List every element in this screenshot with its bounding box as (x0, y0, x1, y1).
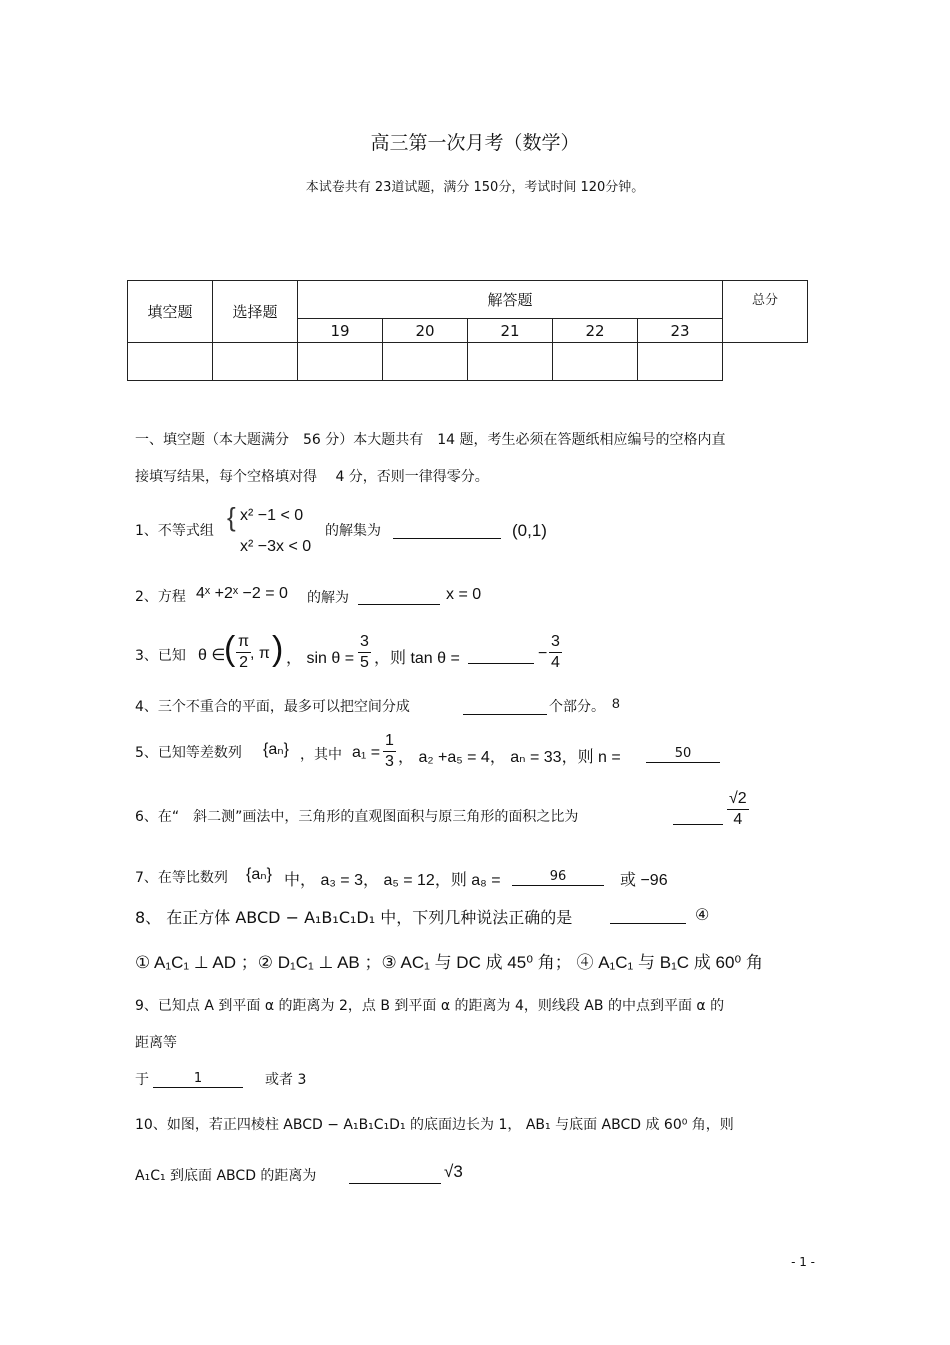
q6-prefix: 6、在“ 斜二测”画法中，三角形的直观图面积与原三角形的面积之比为 (135, 809, 579, 825)
q19-header: 19 (298, 319, 383, 343)
q3-blank (468, 647, 534, 664)
q7-alt-answer: 或 −96 (620, 872, 668, 889)
q4-prefix: 4、三个不重合的平面，最多可以把空间分成 (135, 699, 410, 715)
q6-answer (727, 791, 749, 828)
q8-prefix: 8、 在正方体 ABCD − A₁B₁C₁D₁ 中，下列几种说法正确的是 (135, 908, 573, 927)
score-cell (383, 343, 468, 381)
score-cell (638, 343, 723, 381)
q9-prefix: 于 (135, 1072, 149, 1088)
q7-conditions: 中， a₃ = 3， a₅ = 12，则 a₈ = (284, 872, 501, 889)
q3-sin-num: 3 (358, 634, 371, 653)
q3-sin-value (358, 634, 371, 671)
q3-sin-den: 5 (360, 654, 369, 671)
q5-prefix: 5、已知等差数列 (135, 745, 242, 761)
q1-blank (393, 522, 501, 539)
page-number: - 1 - (791, 1255, 815, 1269)
score-cell (213, 343, 298, 381)
q10-blank (349, 1167, 441, 1184)
q3-answer-sign: − (538, 645, 548, 662)
q22-header: 22 (553, 319, 638, 343)
q3-answer-num: 3 (549, 634, 562, 653)
q7-blank: 96 (512, 869, 604, 886)
q6-answer-num: √2 (727, 791, 749, 810)
q4-answer: 8 (612, 695, 620, 711)
q2-answer: x = 0 (446, 586, 482, 603)
q5-a1: a₁ = (352, 744, 381, 761)
q2-blank (358, 588, 440, 605)
q2-equation: 4ˣ +2ˣ −2 = 0 (196, 585, 288, 602)
q3-pi-over-2 (236, 634, 251, 671)
q1-answer: (0,1) (512, 521, 547, 540)
q8-answer: ④ (695, 907, 710, 924)
right-paren-symbol: ) (272, 630, 284, 668)
q1-inequality-2: x² −3x < 0 (240, 538, 312, 555)
q5-where: ，其中 (300, 747, 342, 763)
q10-answer: √3 (444, 1162, 463, 1181)
left-paren-symbol: ( (224, 630, 236, 668)
q6-answer-den: 4 (733, 811, 743, 828)
q3-pi: π (236, 634, 251, 653)
q4-suffix: 个部分。 (549, 699, 605, 715)
score-cell (128, 343, 213, 381)
q9-line1: 9、已知点 A 到平面 α 的距离为 2，点 B 到平面 α 的距离为 4，则线段 AB 的中点到平面 α 的 (135, 998, 725, 1014)
exam-info: 本试卷共有 23道试题，满分 150分，考试时间 120分钟。 (305, 180, 645, 195)
q5-sequence: {aₙ} (263, 741, 289, 758)
brace-symbol: { (227, 502, 236, 532)
q4-blank (463, 698, 547, 715)
q3-two: 2 (239, 654, 248, 671)
q3-answer-den: 4 (551, 654, 560, 671)
q10-line1: 10、如图，若正四棱柱 ABCD − A₁B₁C₁D₁ 的底面边长为 1， AB₁ 与底面 ABCD 成 60⁰ 角，则 (135, 1117, 734, 1133)
q23-header: 23 (638, 319, 723, 343)
q2-prefix: 2、方程 (135, 589, 186, 605)
q3-theta: θ ∈ (198, 647, 226, 664)
q3-answer (549, 634, 562, 671)
q8-options: ① A₁C₁ ⊥ AD ；② D₁C₁ ⊥ AB ；③ AC₁ 与 DC 成 45⁰ 角； ④ A₁C₁ 与 B₁C 成 60⁰ 角 (135, 953, 763, 972)
score-cell (298, 343, 383, 381)
score-cell (553, 343, 638, 381)
q3-prefix: 3、已知 (135, 648, 186, 664)
q1-suffix: 的解集为 (325, 523, 381, 539)
q9-alt-answer: 或者 3 (265, 1072, 307, 1088)
q5-blank: 50 (646, 746, 720, 763)
choice-header: 选择题 (213, 281, 298, 343)
section-instructions-2: 接填写结果，每个空格填对得 4 分，否则一律得零分。 (135, 469, 489, 485)
q5-conditions: ， a₂ +a₅ = 4， aₙ = 33，则 n = (398, 749, 621, 766)
q5-a1-num: 1 (383, 733, 396, 752)
q3-comma-pi: , π (250, 645, 270, 662)
q3-sin: ， sin θ = (286, 650, 355, 667)
score-table (127, 280, 808, 381)
fill-header: 填空题 (128, 281, 213, 343)
score-cell (468, 343, 553, 381)
q6-blank (673, 808, 723, 825)
q7-sequence: {aₙ} (246, 866, 272, 883)
q5-a1-value (383, 733, 396, 770)
answer-header: 解答题 (298, 281, 723, 319)
section-instructions-1: 一、填空题（本大题满分 56 分）本大题共有 14 题，考生必须在答题纸相应编号的空格内直 (135, 432, 726, 448)
page-title: 高三第一次月考（数学） (370, 132, 580, 154)
q9-line2: 距离等 (135, 1035, 177, 1051)
total-header: 总分 (723, 281, 808, 343)
q2-suffix: 的解为 (307, 590, 349, 606)
q7-prefix: 7、在等比数列 (135, 870, 228, 886)
q3-tan: ，则 tan θ = (374, 650, 460, 667)
q1-inequality-1: x² −1 < 0 (240, 507, 304, 524)
q5-a1-den: 3 (385, 753, 394, 770)
q8-blank (610, 907, 686, 924)
q1-prefix: 1、不等式组 (135, 523, 214, 539)
q21-header: 21 (468, 319, 553, 343)
q10-prefix: A₁C₁ 到底面 ABCD 的距离为 (135, 1168, 317, 1184)
q20-header: 20 (383, 319, 468, 343)
q9-blank: 1 (153, 1071, 243, 1088)
